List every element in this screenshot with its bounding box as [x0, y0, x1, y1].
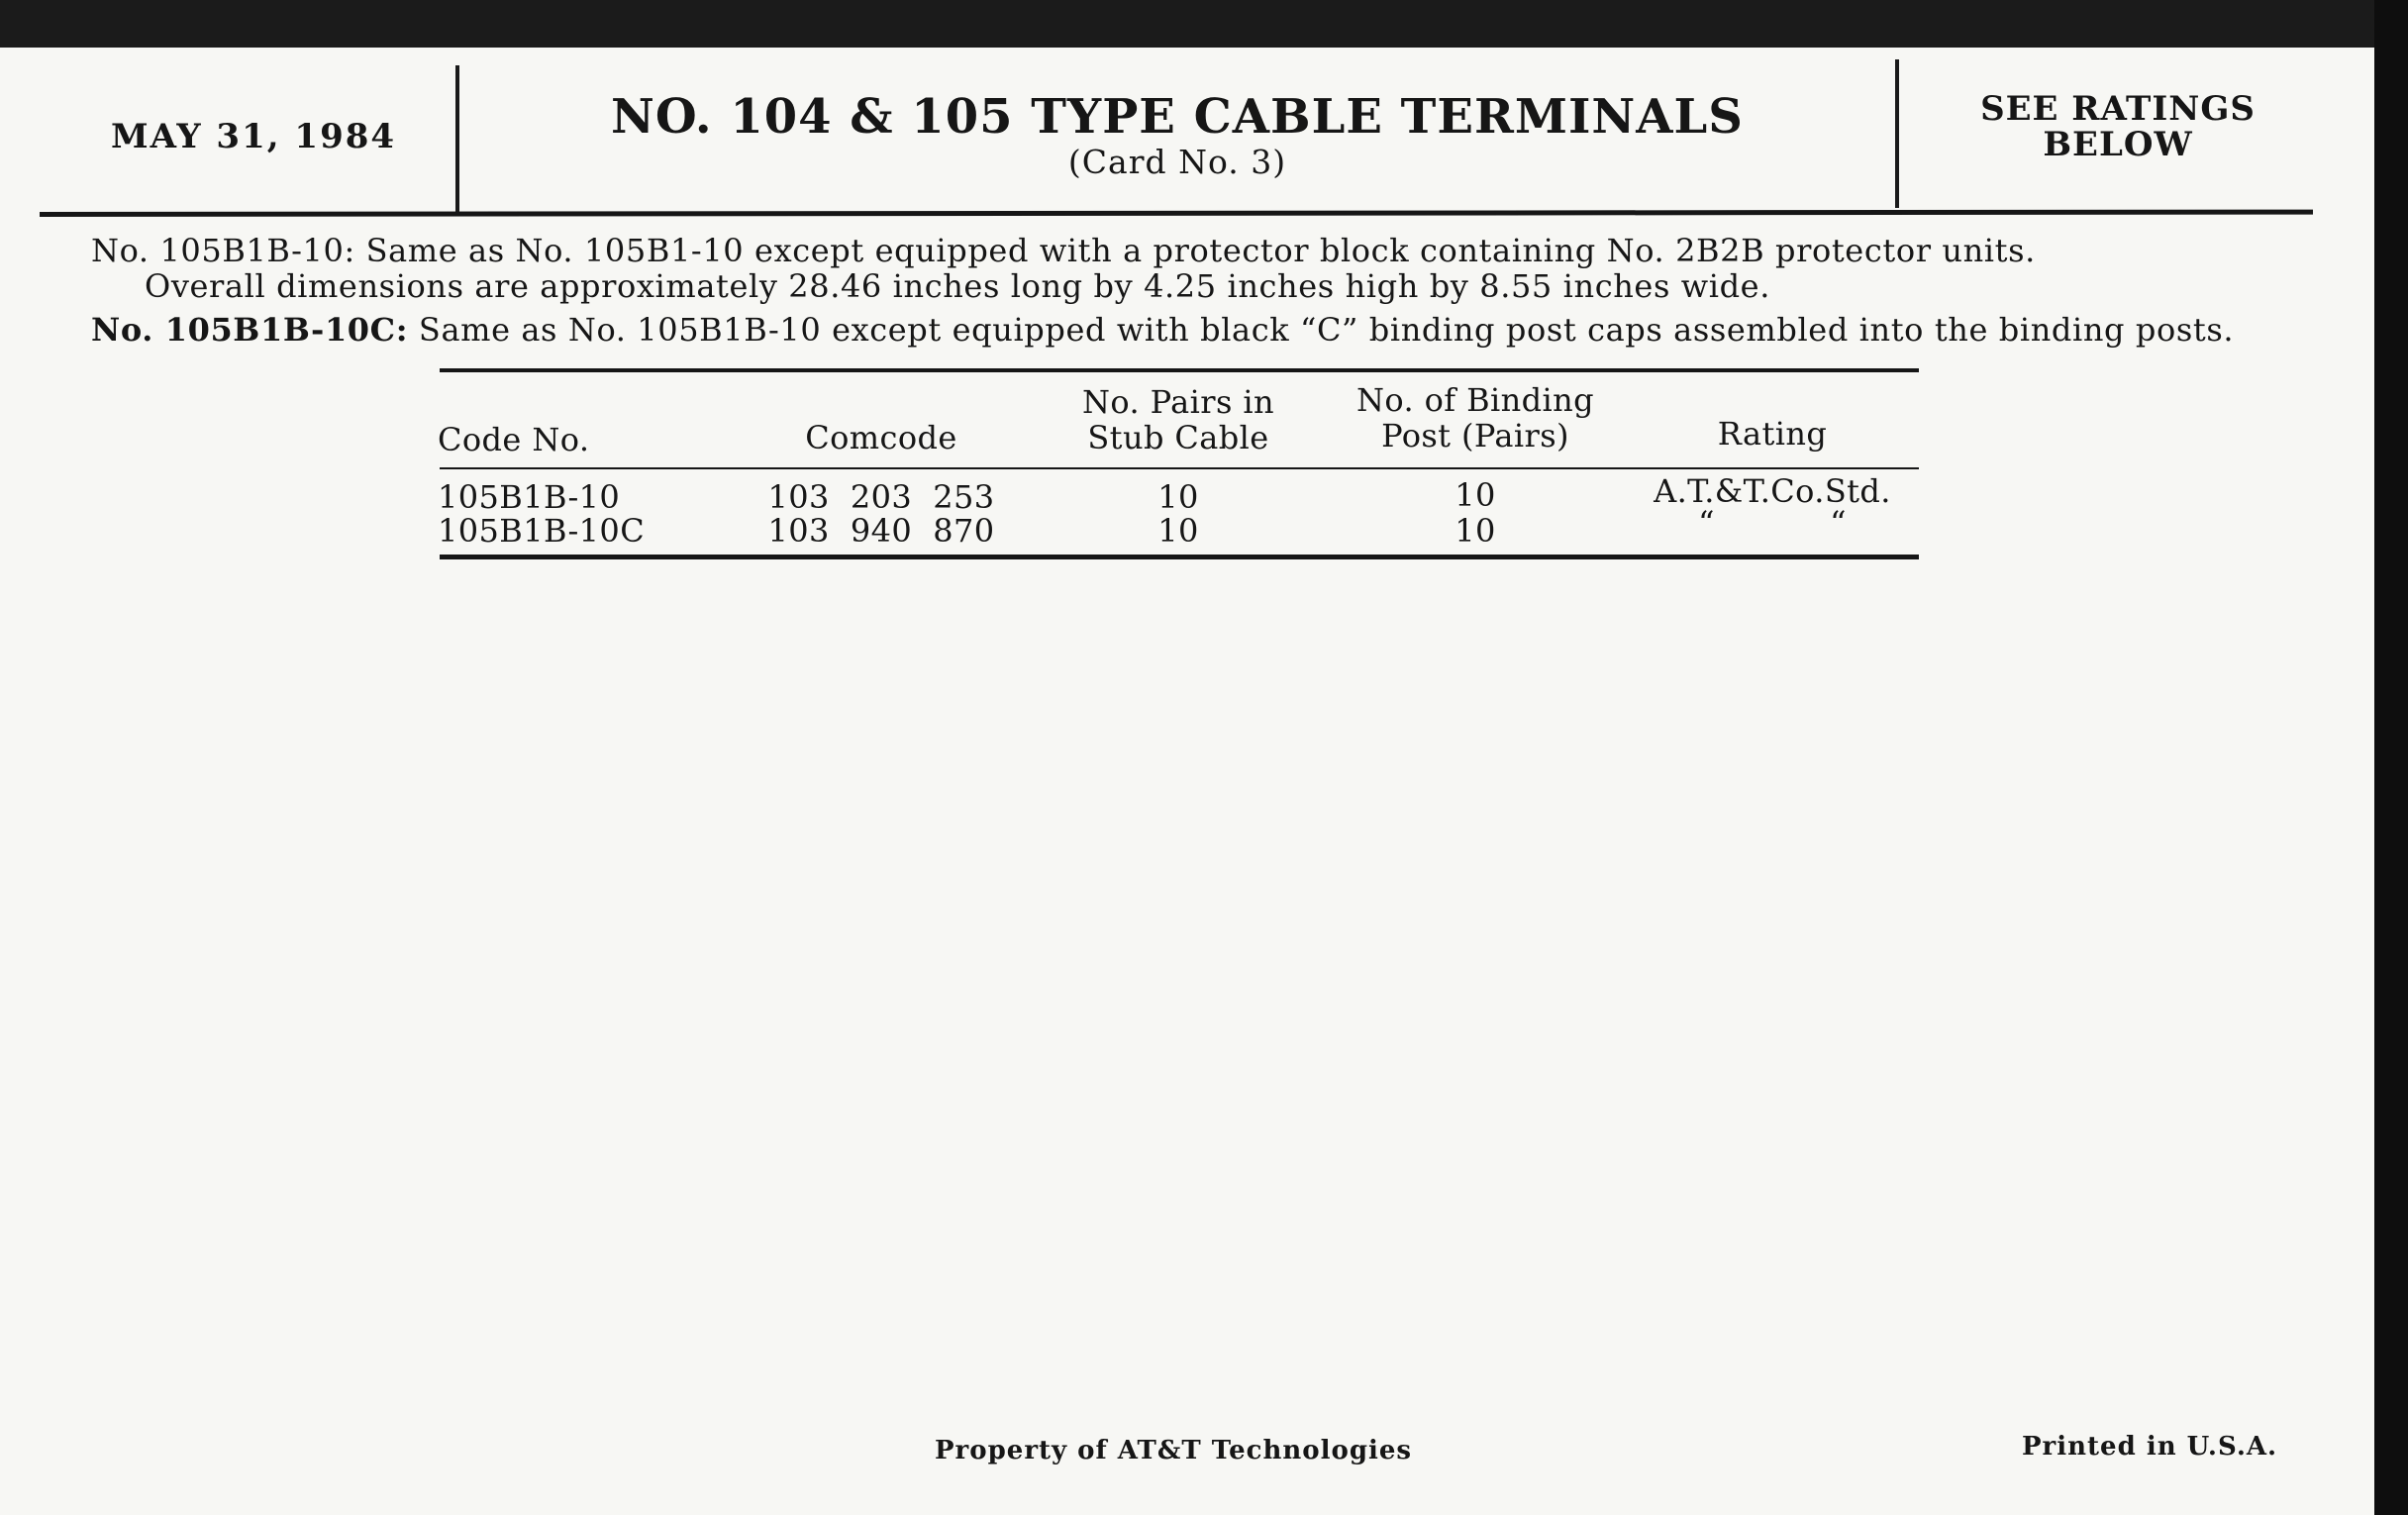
ratings-note [1899, 91, 2337, 162]
column-header-comcode: Comcode [805, 419, 957, 456]
description-item-2-code: No. 105B1B-10C: [91, 311, 409, 349]
scan-edge [2374, 0, 2408, 1515]
table-header-rule [440, 467, 1919, 469]
row-1-code: 105B1B-10 [438, 478, 621, 516]
column-header-code: Code No. [438, 421, 590, 458]
catalog-card [0, 48, 2374, 1515]
column-header-rating: Rating [1717, 415, 1828, 453]
column-header-binding-line2: Post (Pairs) [1381, 417, 1569, 454]
column-header-pairs-line1: No. Pairs in [1082, 383, 1274, 421]
description-item-1 [91, 232, 2036, 269]
row-2-code: 105B1B-10C [438, 512, 646, 550]
column-header-binding [1317, 382, 1634, 454]
row-1-binding: 10 [1455, 476, 1496, 514]
row-2-binding: 10 [1455, 512, 1496, 550]
row-1-rating: A.T.&T.Co.Std. [1654, 472, 1891, 510]
ratings-note-line1: SEE RATINGS [1980, 89, 2256, 129]
footer-property: Property of AT&T Technologies [935, 1436, 1413, 1465]
row-2-comcode: 103 940 870 [767, 512, 995, 550]
column-header-pairs [1040, 384, 1317, 455]
column-header-pairs-line2: Stub Cable [1087, 419, 1269, 456]
card-title: NO. 104 & 105 TYPE CABLE TERMINALS [611, 89, 1744, 145]
row-2-rating-ditto: “ “ [1698, 504, 1847, 542]
table-top-rule [440, 368, 1919, 372]
card-date: MAY 31, 1984 [111, 117, 397, 156]
card-subtitle: (Card No. 3) [1067, 143, 1287, 181]
column-header-binding-line1: No. of Binding [1355, 381, 1595, 419]
header-rule [40, 210, 2313, 217]
description-item-1-continued: Overall dimensions are approximately 28.46 inches long by 4.25 inches high by 8.55 inches wide. [145, 267, 1770, 305]
table-bottom-rule [440, 555, 1919, 559]
row-1-pairs: 10 [1157, 478, 1199, 516]
description-item-1-text: Same as No. 105B1-10 except equipped with a protector block containing No. 2B2B protector units. [354, 232, 2036, 269]
row-2-pairs: 10 [1157, 512, 1199, 550]
ratings-note-line2: BELOW [2043, 125, 2193, 164]
description-item-2 [91, 311, 2234, 349]
footer-printed: Printed in U.S.A. [2022, 1432, 2278, 1462]
row-1-comcode: 103 203 253 [767, 478, 995, 516]
description-item-1-code: No. 105B1B-10: [91, 232, 355, 269]
description-item-2-text: Same as No. 105B1B-10 except equipped with black “C” binding post caps assembled into the binding posts. [408, 311, 2235, 349]
